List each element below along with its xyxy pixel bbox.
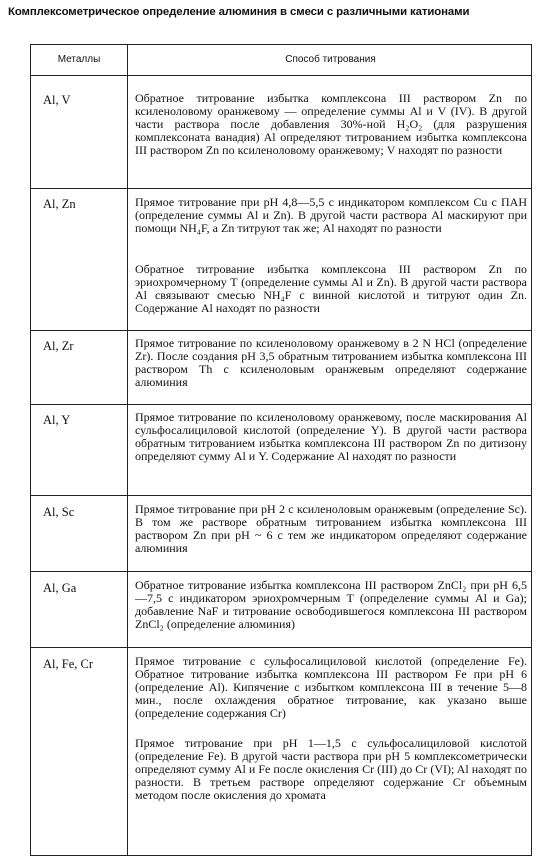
row-divider [31,330,531,331]
row-divider [31,647,531,648]
metals-cell: Al, Zn [43,197,76,211]
method-cell: Прямое титрование при pH 2 с ксиленоловым оранжевым (определение Sc). В том же растворе обратным титрованием избытка комплексона III раствором Zn при pH ~ 6 с тем же индикатором определяют содержание алюминия [135,502,527,555]
metals-cell: Al, Y [43,413,71,427]
column-divider [127,45,128,855]
method-cell: Прямое титрование при pH 4,8—5,5 с индикатором комплексом Cu с ПАН (определение суммы Al и Zn). В другой части раствора Al маскируют при помощи NH₄F, а Zn титруют так же; Al находят по разности [135,195,527,235]
row-divider [31,188,531,189]
method-cell: Обратное титрование избытка комплексона III раствором ZnCl₂ при pH 6,5—7,5 с индикатором эриохромчерным Т (определение суммы Al и Ga); добавление NaF и титрование освободившегося комплексона III раствором ZnCl₂ (определение алюминия) [135,578,527,631]
metals-cell: Al, Fe, Cr [43,657,93,671]
method-cell: Прямое титрование по ксиленоловому оранжевому в 2 N HCl (определение Zr). После создания pH 3,5 обратным титрованием избытка комплексона III раствором Th с ксиленоловым оранжевым определяют содержание алюминия [135,336,527,389]
method-cell: Обратное титрование избытка комплексона III раствором Zn по ксиленоловому оранжевому — определение суммы Al и V (IV). В другой части раствора после добавления 30%-ной H₂O₂ (для разрушения комплексоната ванадия) Al определяют титрованием избытка комплексона III раствором Zn по ксиленоловому оранжевому; V находят по разности [135,91,527,157]
metals-cell: Al, V [43,93,71,107]
metals-cell: Al, Sc [43,505,75,519]
table-title: Комплексометрическое определение алюминия в смеси с различными катионами [8,6,470,18]
row-divider [31,571,531,572]
column-header-method: Способ титрования [285,54,376,65]
method-cell: Прямое титрование при pH 1—1,5 с сульфосалициловой кислотой (определение Fe). В другой части раствора при pH 5 комплексометрически определяют сумму Al и Fe после окисления Cr (III) до Cr (VI); Al находят по разности. В третьем растворе определяют содержание Cr объемным методом после окисления до хромата [135,736,527,802]
row-divider [31,404,531,405]
method-cell: Прямое титрование по ксиленоловому оранжевому, после маскирования Al сульфосалициловой кислотой (определение Y). В другой части раствора обратным титрованием избытка комплексона III раствором Zn по дитизону определяют сумму Al и Y. Содержание Al находят по разности [135,410,527,463]
header-divider [31,75,531,76]
metals-cell: Al, Zr [43,339,74,353]
titration-table [30,44,532,856]
column-header-metals: Металлы [57,54,101,65]
method-cell: Прямое титрование с сульфосалициловой кислотой (определение Fe). Обратное титрование избытка комплексона III раствором Fe при pH 6 (определение Al). Кипячение с избытком комплексона III в течение 5—8 мин., после охлаждения обратное титрование, как указано выше (определение содержания Cr) [135,654,527,720]
method-cell: Обратное титрование избытка комплексона III раствором Zn по эриохромчерному Т (определение суммы Al и Zn). В другой части раствора Al связывают смесью NH₄F с винной кислотой и титруют один Zn. Содержание Al находят по разности [135,262,527,315]
metals-cell: Al, Ga [43,581,77,595]
row-divider [31,495,531,496]
